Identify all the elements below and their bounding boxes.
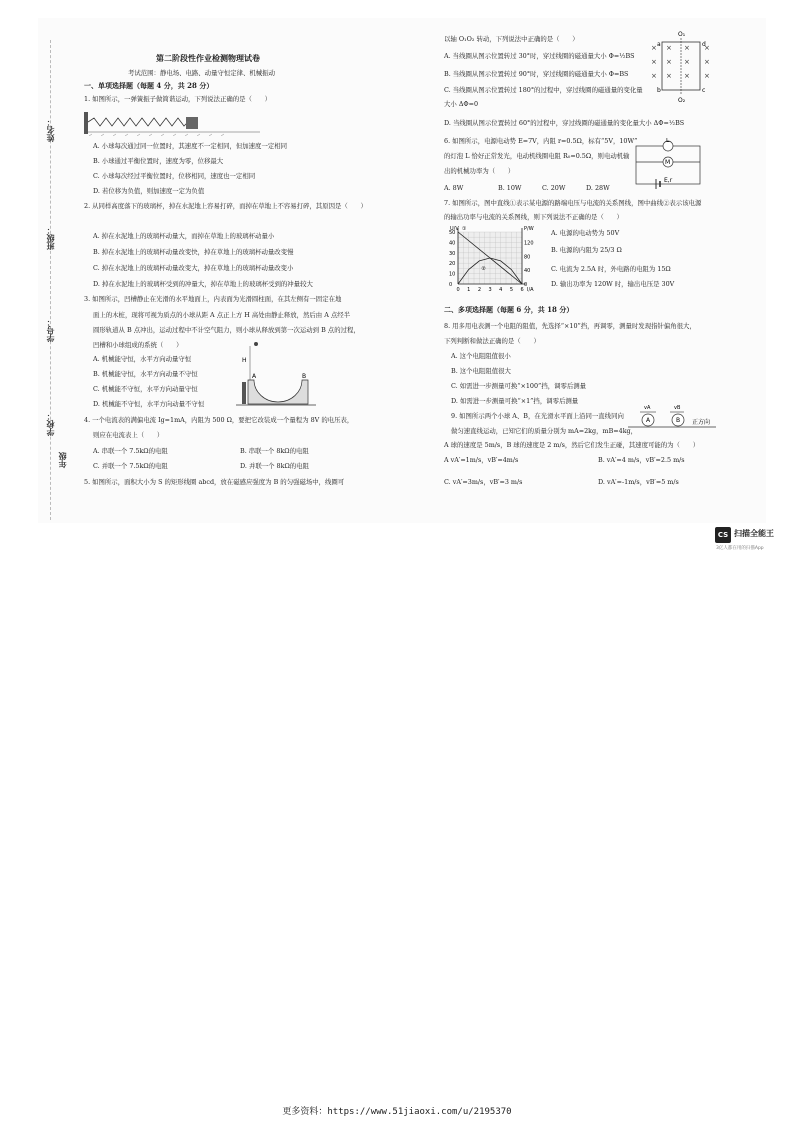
q2-option-d: D. 掉在水泥地上的玻璃杯受到的冲量大，掉在草地上的玻璃杯受到的冲量较大 <box>93 280 313 288</box>
side-label-grade: 年级 <box>57 452 67 468</box>
ball <box>254 342 258 346</box>
svg-text:×: × <box>666 72 672 80</box>
q6-option-c: C. 20W <box>542 184 566 192</box>
q6-circuit-figure <box>630 138 706 192</box>
q1-stem: 1. 如图所示，一弹簧振子做简谐运动，下列说法正确的是（ ） <box>84 95 272 103</box>
y-left-tick-label: 50 <box>449 230 456 236</box>
q1-option-a: A. 小球每次通过同一位置时，其速度不一定相同，但加速度一定相同 <box>93 142 288 150</box>
label-l: L <box>666 138 670 144</box>
q9-stem-2: 做匀速直线运动，已知它们的质量分别为 mA=2kg，mB=4kg， <box>451 427 638 435</box>
side-label-class: 班级： <box>45 226 55 250</box>
q9-option-a: A vA′=1m/s，vB′=4m/s <box>444 456 519 464</box>
y-left-tick-label: 40 <box>449 240 456 247</box>
q6-option-a: A. 8W <box>444 184 464 192</box>
q9-option-d: D. vA′=-1m/s，vB′=5 m/s <box>598 478 679 486</box>
x-axis-label: I/A <box>527 287 534 293</box>
label-er: E,r <box>664 177 673 184</box>
q4-stem-1: 4. 一个电流表的满偏电流 Ig=1mA，内阻为 500 Ω，要把它改装成一个量程为 8V 的电压表， <box>84 416 354 424</box>
label-m: M <box>665 159 671 166</box>
q6-option-d: D. 28W <box>586 184 610 192</box>
q7-stem-1: 7. 如图所示，图中直线①表示某电源的路端电压与电流的关系图线，图中曲线②表示该电源 <box>444 199 702 207</box>
spring <box>88 118 188 126</box>
q5-option-c-1: C. 当线圈从图示位置转过 180°的过程中，穿过线圈的磁通量的变化量 <box>444 86 643 94</box>
q8-stem-2: 下列判断和做法正确的是（ ） <box>444 337 540 345</box>
footer-link[interactable]: 更多资料：https://www.51jiaoxi.com/u/2195370 <box>282 1107 512 1117</box>
x-tick-label: 2 <box>477 287 482 293</box>
svg-text:×: × <box>651 44 657 52</box>
x-tick-label: 6 <box>520 287 524 293</box>
section-1-heading: 一、单项选择题（每题 4 分，共 28 分） <box>84 81 214 90</box>
q7-option-a: A. 电源的电动势为 50V <box>551 229 620 237</box>
q5-option-b: B. 当线圈从图示位置转过 90°时，穿过线圈的磁通量大小 Φ=BS <box>444 70 629 78</box>
section-2-heading: 二、多项选择题（每题 6 分，共 18 分） <box>444 305 574 314</box>
svg-text:×: × <box>666 44 672 52</box>
block <box>186 117 198 129</box>
svg-text:×: × <box>684 44 690 52</box>
q6-stem-2: 的灯泡 L 恰好正常发光，电动机线圈电阻 R₀=0.5Ω，则电动机输 <box>444 152 630 160</box>
y-left-tick-label: 20 <box>449 261 456 268</box>
svg-text:×: × <box>684 58 690 66</box>
q5-stem-2: 以轴 O₁O₂ 转动，下列说法中正确的是（ ） <box>444 35 579 43</box>
y-left-tick-label: 0 <box>449 282 453 288</box>
y-axis-right-label: P/W <box>524 226 534 232</box>
q7-chart <box>444 224 548 296</box>
label-o2: O₂ <box>678 97 686 104</box>
q3-stem-1: 3. 如图所示，凹槽静止在光滑的水平地面上，内表面为光滑圆柱面，在其左侧有一固定在地 <box>84 295 342 303</box>
q8-option-c: C. 如需进一步测量可换“×100”挡，调零后测量 <box>451 382 587 390</box>
label-vb: vB <box>674 405 681 411</box>
q6-stem-3: 出的机械功率为（ ） <box>444 167 515 175</box>
q4-option-a: A. 串联一个 7.5kΩ的电阻 <box>93 447 168 455</box>
q4-option-d: D. 并联一个 8kΩ的电阻 <box>240 462 309 470</box>
side-label-name: 姓名： <box>45 118 55 142</box>
q4-option-c: C. 并联一个 7.5kΩ的电阻 <box>93 462 168 470</box>
camscanner-name: 扫描全能王 <box>734 529 774 538</box>
series-label-2: ② <box>481 265 486 272</box>
q3-option-b: B. 机械能守恒，水平方向动量不守恒 <box>93 370 198 378</box>
q2-option-b: B. 掉在水泥地上的玻璃杯动量改变快，掉在草地上的玻璃杯动量改变慢 <box>93 248 294 256</box>
q7-option-c: C. 电流为 2.5A 时，外电路的电阻为 15Ω <box>551 265 671 273</box>
label-positive-direction: 正方向 <box>692 419 711 426</box>
q3-option-c: C. 机械能不守恒，水平方向动量守恒 <box>93 385 198 393</box>
y-right-tick-label: 0 <box>524 282 528 288</box>
q8-option-d: D. 如需进一步测量可换“×1”挡，调零后测量 <box>451 397 579 405</box>
label-va: vA <box>644 405 651 411</box>
label-c: c <box>702 87 706 94</box>
label-d: d <box>702 41 706 48</box>
q1-spring-figure <box>84 104 264 136</box>
y-right-tick-label: 80 <box>524 254 531 261</box>
series-label-1: ① <box>462 226 467 232</box>
svg-text:×: × <box>684 72 690 80</box>
x-tick-label: 5 <box>509 287 514 293</box>
q5-option-c-2: 大小 ΔΦ=0 <box>444 100 479 108</box>
q6-option-b: B. 10W <box>498 184 522 192</box>
q8-option-b: B. 这个电阻阻值很大 <box>451 367 511 375</box>
y-axis-left-label: U/V <box>450 226 459 232</box>
q5-coil-figure <box>650 30 712 104</box>
label-b: B <box>676 417 681 424</box>
q7-option-d: D. 输出功率为 120W 时，输出电压是 30V <box>551 280 675 288</box>
binding-line <box>50 40 51 520</box>
y-left-tick-label: 10 <box>449 271 456 278</box>
q2-option-c: C. 掉在水泥地上的玻璃杯动量改变大，掉在草地上的玻璃杯动量改变小 <box>93 264 294 272</box>
x-tick-label: 4 <box>499 287 503 293</box>
camscanner-logo: CS <box>715 527 731 543</box>
y-left-tick-label: 30 <box>449 250 456 257</box>
x-tick-label: 3 <box>488 287 492 293</box>
svg-text:×: × <box>704 44 710 52</box>
q4-option-b: B. 串联一个 8kΩ的电阻 <box>240 447 309 455</box>
label-b: b <box>657 87 661 94</box>
q3-stem-4: 凹槽和小球组成的系统（ ） <box>93 341 183 349</box>
label-a: a <box>657 41 661 48</box>
q9-option-c: C. vA′=3m/s，vB′=3 m/s <box>444 478 523 486</box>
q9-balls-figure <box>628 402 720 432</box>
label-o1: O₁ <box>678 31 686 38</box>
svg-text:×: × <box>651 58 657 66</box>
q5-option-a: A. 当线圈从图示位置转过 30°时，穿过线圈的磁通量大小 Φ=½BS <box>444 52 635 60</box>
q7-option-b: B. 电源的内阻为 25/3 Ω <box>551 246 622 254</box>
label-h: H <box>242 357 247 364</box>
q9-option-b: B. vA′=4 m/s，vB′=2.5 m/s <box>598 456 685 464</box>
q8-option-a: A. 这个电阻阻值很小 <box>451 352 511 360</box>
q3-stem-2: 面上的木桩，现将可视为质点的小球从距 A 点正上方 H 高处由静止释放，然后由 A 点经半 <box>93 311 351 319</box>
stake <box>242 382 246 404</box>
q8-stem-1: 8. 用多用电表测一个电阻的阻值，先选择“×10”挡，再调零，测量时发现指针偏角很大， <box>444 322 696 330</box>
q3-stem-3: 圆形轨道从 B 点冲出，运动过程中不计空气阻力，则小球从释放到第一次运动到 B 点的过程， <box>93 326 360 334</box>
q1-option-d: D. 若位移为负值，则加速度一定为负值 <box>93 187 205 195</box>
label-a: A <box>646 417 651 424</box>
x-tick-label: 0 <box>456 287 460 293</box>
label-a: A <box>252 373 257 380</box>
q1-option-c: C. 小球每次经过平衡位置时，位移相同，速度也一定相同 <box>93 172 256 180</box>
q5-option-d: D. 当线圈从图示位置转过 60°的过程中，穿过线圈的磁通量的变化量大小 ΔΦ=½BS <box>444 119 685 127</box>
q3-groove-figure <box>236 340 316 410</box>
wall <box>84 112 88 134</box>
svg-text:×: × <box>704 58 710 66</box>
q7-stem-2: 的输出功率与电流的关系图线，则下列说法不正确的是（ ） <box>444 213 623 221</box>
q5-stem-1: 5. 如图所示，面积大小为 S 的矩形线圈 abcd，放在磁感应强度为 B 的匀强磁场中，线圈可 <box>84 478 345 486</box>
q9-stem-1: 9. 如图所示两个小球 A、B，在光滑水平面上沿同一直线同向 <box>451 412 624 420</box>
q2-option-a: A. 掉在水泥地上的玻璃杯动量大，而掉在草地上的玻璃杯动量小 <box>93 232 275 240</box>
exam-title: 第二阶段性作业检测物理试卷 <box>156 53 260 63</box>
q6-stem-1: 6. 如图所示，电源电动势 E=7V，内阻 r=0.5Ω，标有“5V，10W” <box>444 137 638 145</box>
field-crosses <box>651 44 710 80</box>
camscanner-slogan: 3亿人都在用的扫描App <box>716 546 764 551</box>
svg-text:×: × <box>704 72 710 80</box>
q3-option-d: D. 机械能不守恒，水平方向动量不守恒 <box>93 400 205 408</box>
groove <box>248 380 308 404</box>
y-right-tick-label: 120 <box>524 240 534 247</box>
q9-stem-3: A 球的速度是 5m/s，B 球的速度是 2 m/s，然后它们发生正碰，其速度可能的为（ ） <box>444 441 700 449</box>
x-tick-label: 1 <box>467 287 471 293</box>
y-right-tick-label: 40 <box>524 268 531 275</box>
svg-text:×: × <box>666 58 672 66</box>
side-label-id: 学号： <box>45 318 55 342</box>
q4-stem-2: 则应在电流表上（ ） <box>93 431 164 439</box>
label-b: B <box>302 373 307 380</box>
q1-option-b: B. 小球通过平衡位置时，速度为零，位移最大 <box>93 157 224 165</box>
exam-scope: 考试范围：静电场、电路、动量守恒定律、机械振动 <box>128 69 275 77</box>
q3-option-a: A. 机械能守恒，水平方向动量守恒 <box>93 355 192 363</box>
q2-stem: 2. 从同样高度落下的玻璃杯，掉在水泥地上容易打碎，而掉在草地上不容易打碎，其原因是（ ） <box>84 202 367 210</box>
svg-text:×: × <box>651 72 657 80</box>
side-label-school: 学校： <box>45 412 55 436</box>
